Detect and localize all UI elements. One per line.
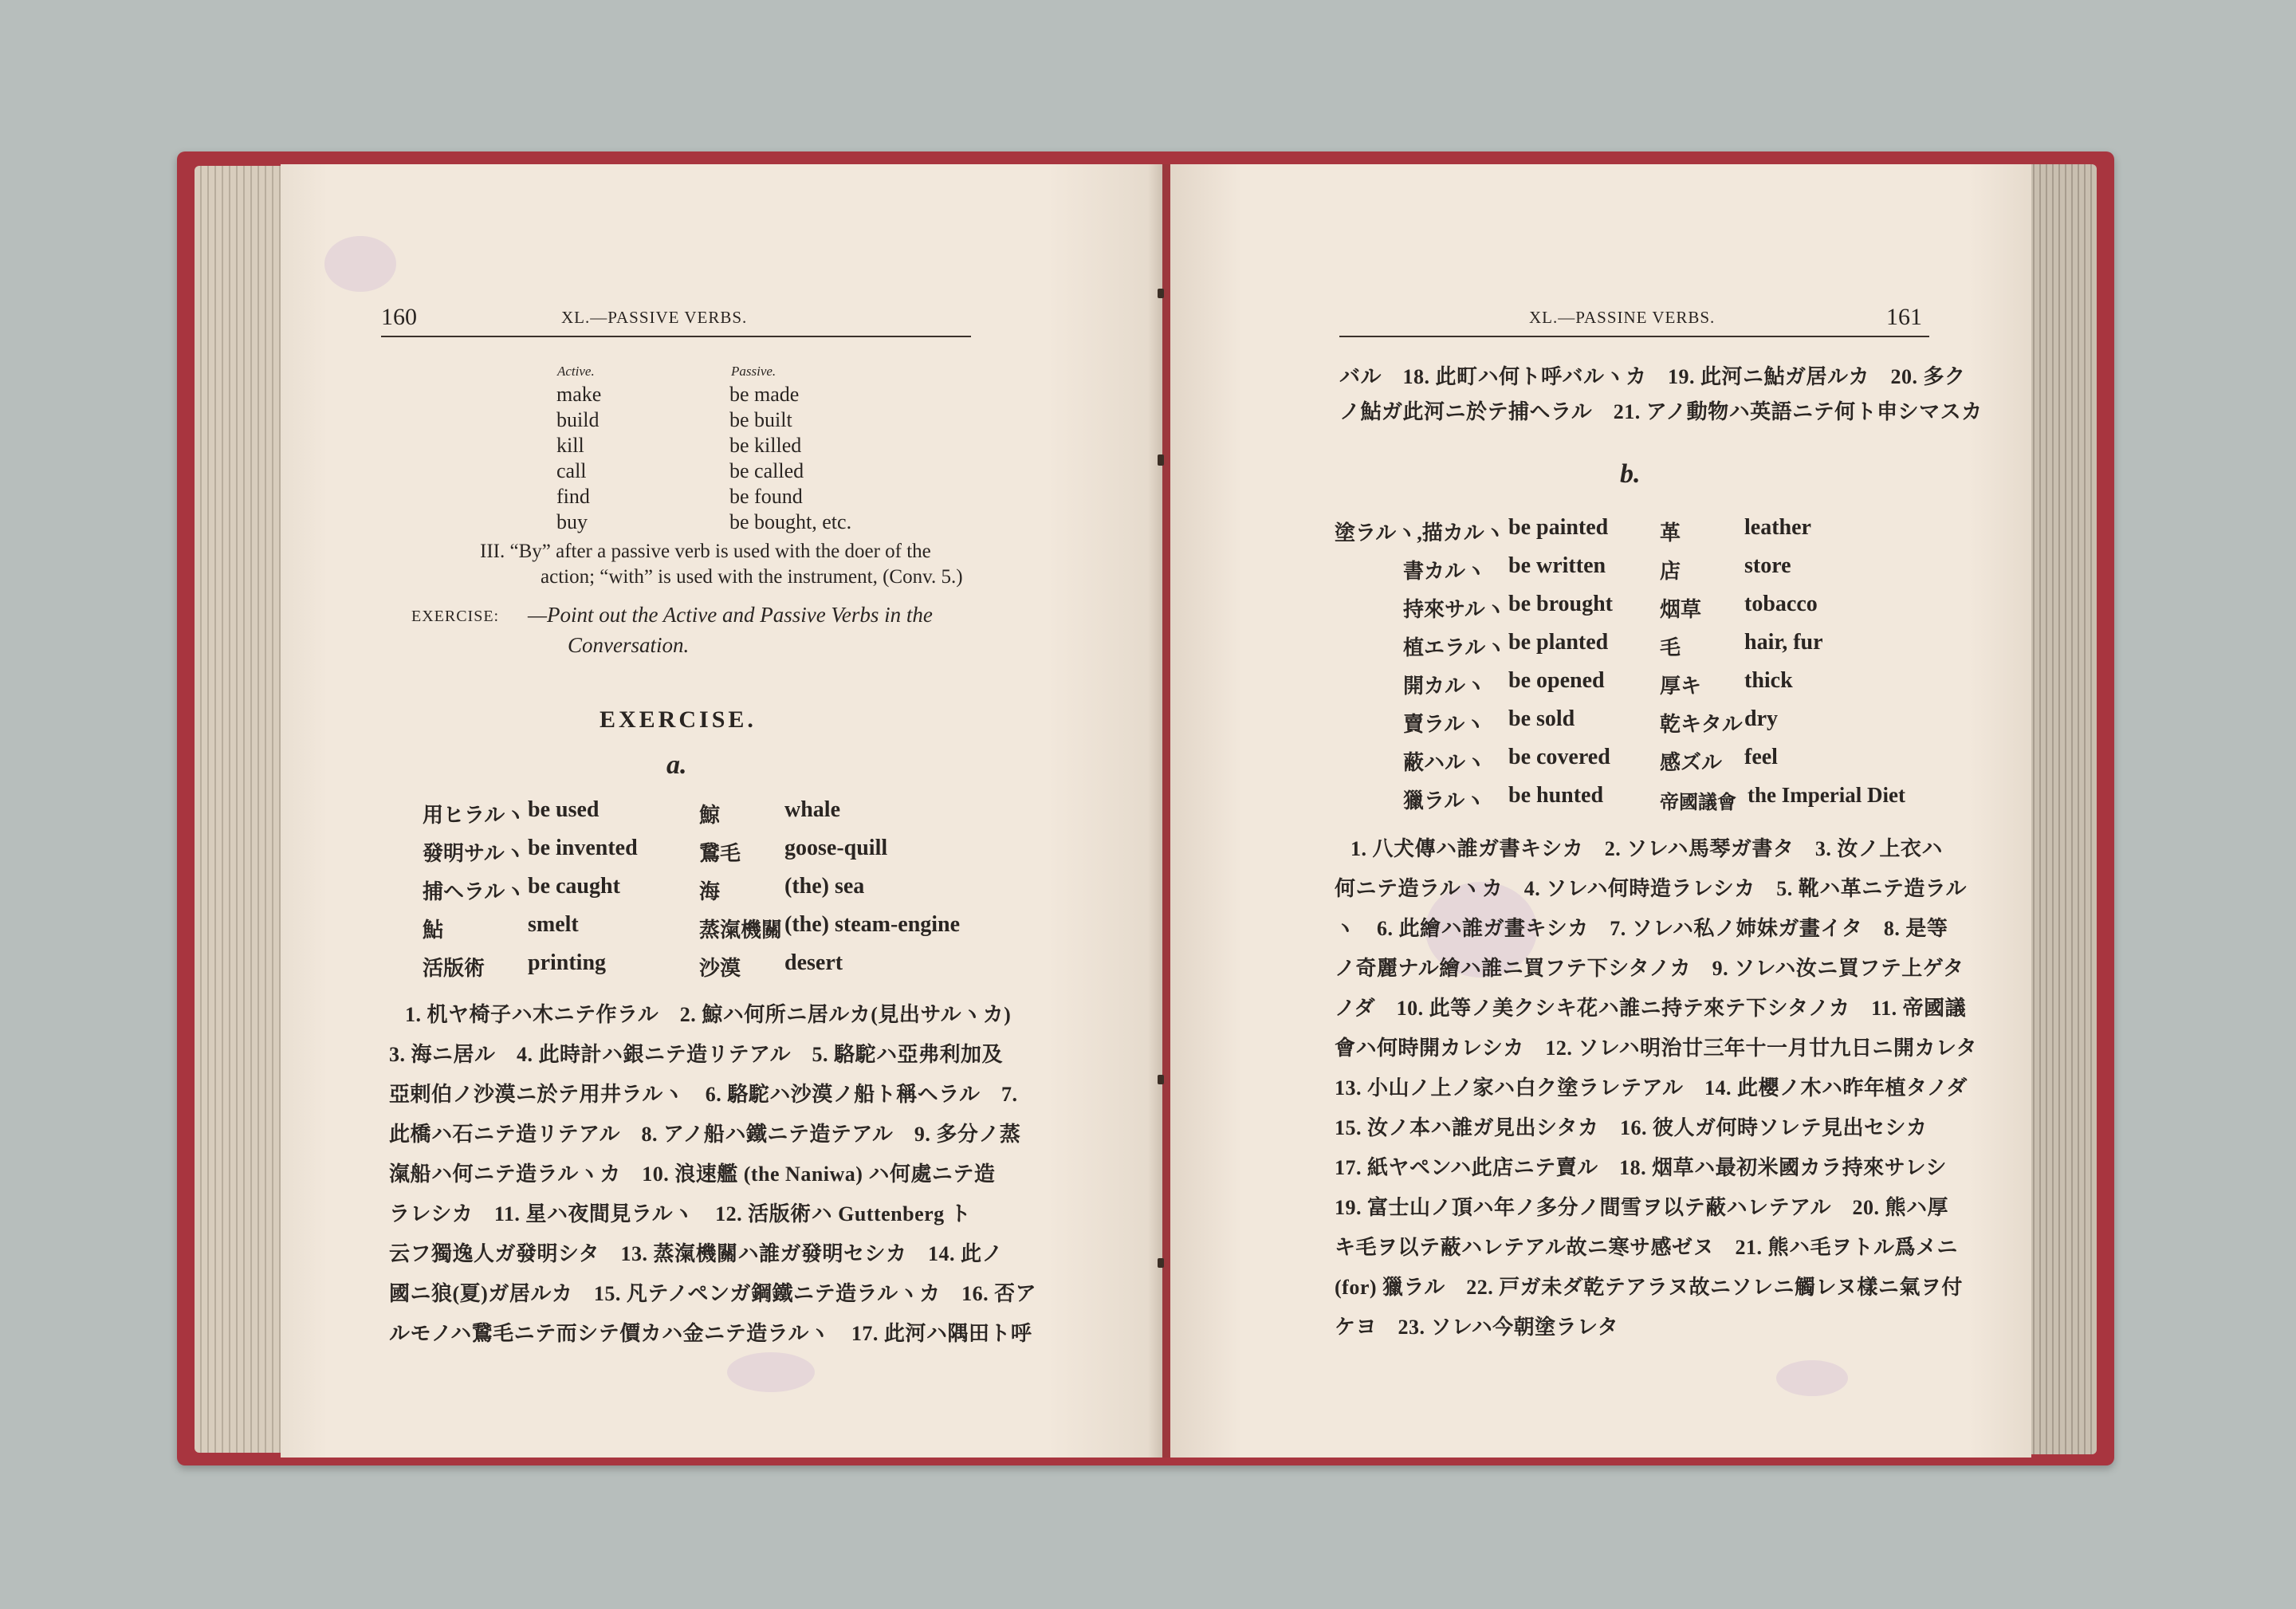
rule-iii-line2: action; “with” is used with the instrument, (Conv. 5.) [541,566,963,588]
vocab-japanese: 毛 [1660,636,1681,659]
vocab-english: be written [1508,553,1606,578]
section-label: a. [666,750,687,780]
vocab-english: be sold [1508,706,1575,731]
vocab-english: thick [1744,668,1793,693]
running-head: XL.—PASSIVE VERBS. [561,308,748,327]
vocab-japanese: 塗ラルヽ,描カルヽ [1335,521,1505,545]
vocab-japanese: 革 [1660,521,1681,545]
vocab-japanese: 植エラルヽ [1403,636,1507,659]
vocab-english: smelt [528,912,579,937]
stain [727,1352,815,1392]
exercise-note-label: EXERCISE: [411,608,500,625]
vocab-japanese: 賣ラルヽ [1403,713,1486,736]
passive-verb: be bought, etc. [729,510,852,533]
vocab-japanese: 乾キタル [1660,713,1743,736]
passive-column-header: Passive. [731,364,776,379]
vocab-japanese: 發明サルヽ [423,842,525,865]
sentence-line: 3. 海ニ居ル 4. 此時計ハ銀ニテ造リテアル 5. 駱駝ハ亞弗利加及 [389,1043,1003,1066]
vocab-japanese: 沙漠 [699,957,741,980]
vocab-english: desert [784,950,843,975]
binding-stitch [1158,289,1164,298]
vocab-english: be used [528,797,600,822]
sentence-line: 亞剌伯ノ沙漠ニ於テ用井ラルヽ 6. 駱駝ハ沙漠ノ船ト稱ヘラル 7. [389,1083,1018,1106]
vocab-english: be hunted [1508,783,1604,808]
right-page [1170,164,2031,1458]
vocab-english: goose-quill [784,836,888,860]
vocab-japanese: 烟草 [1660,598,1702,621]
passive-verb: be called [729,459,804,482]
stain [324,236,396,292]
exercise-note-line1: —Point out the Active and Passive Verbs in the [528,603,933,627]
vocab-japanese: 感ズル [1660,751,1723,774]
passive-verb: be killed [729,434,802,457]
sentence-line: 15. 汝ノ本ハ誰ガ見出シタカ 16. 彼人ガ何時ソレテ見出セシカ [1335,1116,1928,1139]
left-page [281,164,1162,1458]
vocab-japanese: 持來サルヽ [1403,598,1506,621]
page-number: 160 [381,304,417,330]
sentence-line: ケヨ 23. ソレハ今朝塗ラレタ [1335,1316,1619,1339]
vocab-japanese: 店 [1660,560,1681,583]
passive-verb: be found [729,485,803,508]
exercise-heading: EXERCISE. [600,706,757,733]
passive-verb: be built [729,408,792,431]
sentence-line: 云フ獨逸人ガ發明シタ 13. 蒸滊機關ハ誰ガ發明セシカ 14. 此ノ [389,1242,1003,1265]
vocab-english: the Imperial Diet [1748,783,1905,807]
vocab-japanese: 厚キ [1660,675,1702,698]
vocab-english: be covered [1508,745,1610,769]
vocab-english: whale [784,797,840,822]
sentence-line: ノ奇麗ナル繪ハ誰ニ買フテ下シタノカ 9. ソレハ汝ニ買フテ上ゲタ [1335,957,1964,980]
active-verb: buy [556,510,588,533]
exercise-note-line2: Conversation. [568,633,690,657]
sentence-line: 1. 机ヤ椅子ハ木ニテ作ラル 2. 鯨ハ何所ニ居ルカ(見出サルヽカ) [405,1003,1012,1026]
sentence-line: ヽ 6. 此繪ハ誰ガ畫キシカ 7. ソレハ私ノ姉妹ガ畫イタ 8. 是等 [1335,917,1948,940]
vocab-english: hair, fur [1744,630,1823,655]
vocab-japanese: 鮎 [423,919,444,942]
active-verb: call [556,459,587,482]
vocab-japanese: 獵ラルヽ [1403,789,1486,812]
vocab-english: dry [1744,706,1778,731]
vocab-english: be planted [1508,630,1609,655]
vocab-english: printing [528,950,607,975]
sentence-line: キ毛ヲ以テ蔽ハレテアル故ニ寒サ感ゼヌ 21. 熊ハ毛ヲトル爲メニ [1335,1236,1958,1259]
section-label: b. [1620,459,1641,489]
sentence-line: ラレシカ 11. 星ハ夜間見ラルヽ 12. 活版術ハ Guttenberg ト [389,1202,972,1225]
sentence-line: 國ニ狼(夏)ガ居ルカ 15. 凡テノペンガ鋼鐵ニテ造ラルヽカ 16. 否ア [389,1282,1037,1305]
running-head: XL.—PASSINE VERBS. [1529,308,1716,327]
sentence-line: ノ鮎ガ此河ニ於テ捕ヘラル 21. アノ動物ハ英語ニテ何ト申シマスカ [1339,400,1983,423]
binding-stitch [1158,1075,1164,1084]
vocab-japanese: 鵞毛 [699,842,741,865]
vocab-english: store [1744,553,1791,578]
sentence-line: 此橋ハ石ニテ造リテアル 8. アノ船ハ鐵ニテ造テアル 9. 多分ノ蒸 [389,1123,1021,1146]
vocab-japanese: 活版術 [423,957,486,980]
vocab-english: (the) steam-engine [784,912,961,937]
vocab-english: tobacco [1744,592,1818,616]
binding-stitch [1158,454,1164,466]
header-rule [1339,336,1929,337]
vocab-japanese: 海 [699,880,721,903]
active-verb: make [556,383,602,406]
vocab-japanese: 捕ヘラルヽ [423,880,526,903]
vocab-japanese: 鯨 [699,804,721,827]
rule-iii-line1: III. “By” after a passive verb is used with the doer of the [480,541,931,562]
vocab-english: be caught [528,874,620,899]
sentence-line: 滊船ハ何ニテ造ラルヽカ 10. 浪速艦 (the Naniwa) ハ何處ニテ造 [389,1162,996,1186]
sentence-line: 13. 小山ノ上ノ家ハ白ク塗ラレテアル 14. 此櫻ノ木ハ昨年植タノダ [1335,1076,1968,1100]
active-column-header: Active. [557,364,595,379]
vocab-japanese: 用ヒラルヽ [423,804,526,827]
sentence-line: 會ハ何時開カレシカ 12. ソレハ明治廿三年十一月廿九日ニ開カレタ [1335,1037,1977,1060]
vocab-japanese: 帝國議會 [1660,793,1736,813]
sentence-line: 17. 紙ヤペンハ此店ニテ賣ル 18. 烟草ハ最初米國カラ持來サレシ [1335,1156,1948,1179]
vocab-english: feel [1744,745,1778,769]
sentence-line: バル 18. 此町ハ何ト呼バルヽカ 19. 此河ニ鮎ガ居ルカ 20. 多ク [1339,365,1966,388]
vocab-english: (the) sea [784,874,865,899]
vocab-japanese: 蒸滊機關 [699,919,783,942]
sentence-line: ノダ 10. 此等ノ美クシキ花ハ誰ニ持テ來テ下シタノカ 11. 帝國議 [1335,997,1967,1020]
sentence-line: ルモノハ鵞毛ニテ而シテ價カハ金ニテ造ラルヽ 17. 此河ハ隅田ト呼 [389,1322,1032,1345]
vocab-japanese: 開カルヽ [1403,675,1487,698]
active-verb: kill [556,434,584,457]
sentence-line: (for) 獵ラル 22. 戸ガ未ダ乾テアラヌ故ニソレニ觸レヌ樣ニ氣ヲ付 [1335,1276,1963,1299]
vocab-english: be opened [1508,668,1605,693]
vocab-japanese: 蔽ハルヽ [1403,751,1487,774]
header-rule [381,336,971,337]
sentence-line: 何ニテ造ラルヽカ 4. ソレハ何時造ラレシカ 5. 靴ハ革ニテ造ラル [1335,877,1967,900]
vocab-english: leather [1744,515,1811,540]
active-verb: find [556,485,590,508]
sentence-line: 19. 富士山ノ頂ハ年ノ多分ノ間雪ヲ以テ蔽ハレテアル 20. 熊ハ厚 [1335,1196,1948,1219]
vocab-english: be invented [528,836,638,860]
binding-stitch [1158,1258,1164,1268]
active-verb: build [556,408,600,431]
sentence-line: 1. 八犬傳ハ誰ガ書キシカ 2. ソレハ馬琴ガ書タ 3. 汝ノ上衣ハ [1350,837,1943,860]
page-number: 161 [1886,304,1922,330]
stain [1776,1360,1848,1396]
vocab-english: be brought [1508,592,1613,616]
vocab-english: be painted [1508,515,1609,540]
passive-verb: be made [729,383,800,406]
vocab-japanese: 書カルヽ [1403,560,1487,583]
